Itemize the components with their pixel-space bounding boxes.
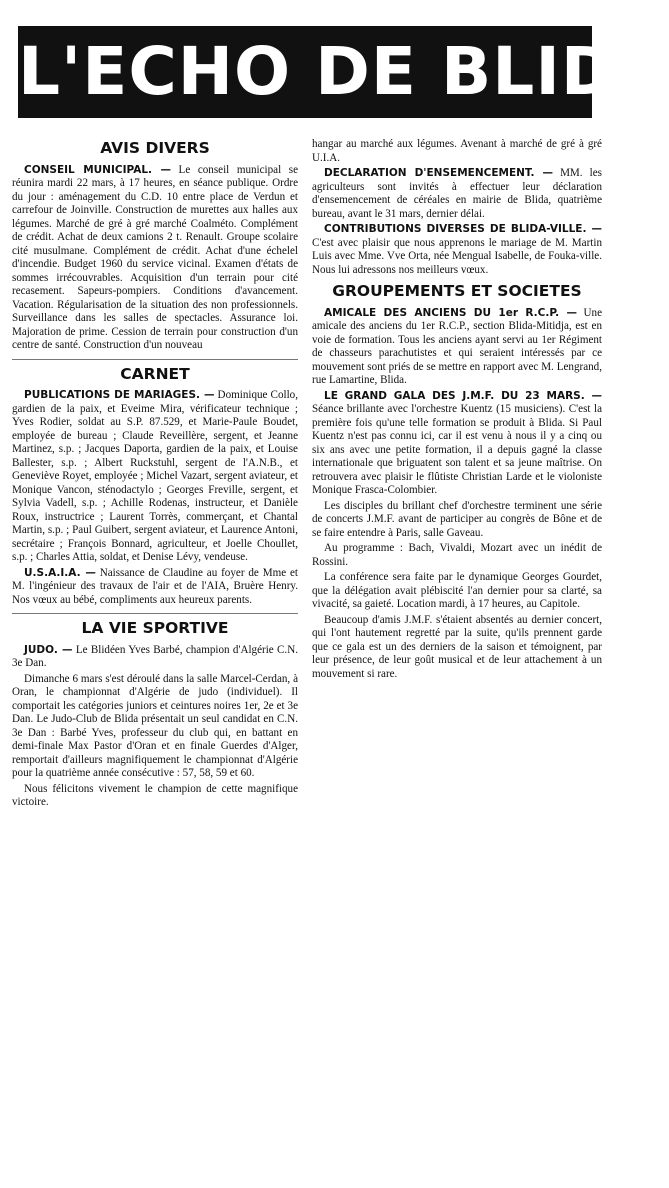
article-lead: JUDO. — <box>24 643 73 656</box>
section-title-avis: AVIS DIVERS <box>100 139 210 157</box>
article-text: C'est avec plaisir que nous apprenons le mariage de M. Martin Luis avec Mme. Vve Orta, née Mengual Isabelle, de Fouka-ville. Nous lui adressons nos meilleurs vœux. <box>312 236 602 276</box>
article-judo-end <box>12 783 298 810</box>
article-gala <box>312 390 602 498</box>
article-text: MM. les agriculteurs sont invités à effectuer leur déclaration d'ensemencement de céréales en mairie de Blida, quatrième bureau, avant le 31 mars, dernier délai. <box>312 167 602 220</box>
article-text: hangar au marché aux légumes. Avenant à marché de gré à gré U.I.A. <box>312 138 602 164</box>
section-title-sport: LA VIE SPORTIVE <box>81 619 229 637</box>
article-text: Le conseil municipal se réunira mardi 22 mars, à 17 heures, en séance publique. Ordre du jour : aménagement du C.D. 10 entre place de Verdun et carrefour de Joinville. Construction de murettes aux halles aux légumes. Marché de gré à gré marché Coalméto. Complément de crédit. Achat de deux camions 2 t. Renault. Groupe scolaire cité musulmane. Complément de crédit. Achat d'une échelel d'incendie. Budget 1960 du service vicinal. Examen d'états de sommes irrécouvrables. Acquisition d'un terrain pour cité recasement. Sapeurs-pompiers. Conditions d'avancement. Vacation. Régularisation de la situation des non professionnels. Surveillance dans les salles de spectacles. Assurance loi. Majoration de prime. Cession de terrain pour construction d'un centre de santé. Construction d'un nouveau <box>12 163 298 351</box>
section-title-carnet: CARNET <box>120 364 190 383</box>
article-text: Naissance de Claudine au foyer de Mme et M. l'ingénieur des travaux de l'air et de l'AIA, Bruère Henry. Nos vœux au bébé, compliments aux heureux parents. <box>12 566 298 606</box>
article-lead: DECLARATION D'ENSEMENCEMENT. — <box>324 167 553 179</box>
article-text: Nous félicitons vivement le champion de cette magnifique victoire. <box>12 782 298 808</box>
article-text: La conférence sera faite par le dynamique Georges Gourdet, que la délégation avait plébiscité l'an dernier pour sa clarté, sa vivacité, sa gaieté. Location mardi, à 17 heures, au Capitole. <box>312 571 602 610</box>
article-continuation <box>312 138 602 165</box>
article-amicale <box>312 307 602 388</box>
article-declaration <box>312 167 602 221</box>
article-lead: AMICALE DES ANCIENS DU 1er R.C.P. — <box>324 306 578 319</box>
divider <box>12 613 298 614</box>
article-lead: CONTRIBUTIONS DIVERSES DE BLIDA-VILLE. — <box>324 223 602 235</box>
article-mariages <box>12 389 298 565</box>
article-gala-3 <box>312 542 602 569</box>
article-judo-body <box>12 673 298 781</box>
article-gala-2 <box>312 500 602 541</box>
article-text: Séance brillante avec l'orchestre Kuentz (15 musiciens). C'est la première fois qu'une telle formation se produit à Blida. Si Paul Kuentz n'est pas connu ici, car il est venu à nous il y a cinq ou six ans avec une petite formation, il a depuis gagné la classe internationale que briguatent son talent et sa jeune maîtrise. On retrouvera avec plaisir le flûtiste Christian Larde et le violoniste Monique Frasca-Colombier. <box>312 403 602 496</box>
article-lead: U.S.A.I.A. — <box>24 566 96 579</box>
article-text: Au programme : Bach, Vivaldi, Mozart avec un inédit de Rossini. <box>312 542 602 568</box>
masthead-title: L'ECHO DE BLIDA <box>18 26 592 118</box>
article-conseil <box>12 164 298 353</box>
article-text: Une amicale des anciens du 1er R.C.P., section Blida-Mitidja, est en voie de formation. Tous les anciens ayant servi au 1er Régiment de chasseurs parachutistes et qui seraient intéressés par ce mouvement sont priés de se mettre en rapport avec M. Lengrand, rue Lamartine, Blida. <box>312 306 602 386</box>
article-gala-5 <box>312 614 602 682</box>
article-text: Dimanche 6 mars s'est déroulé dans la salle Marcel-Cerdan, à Oran, le championnat d'Algérie de judo (individuel). Il comportait les catégories juniors et ceintures noires 1er, 2e et 3e Dan. Le Judo-Club de Blida présentait un seul candidat en C.N. 3e Dan : Barbé Yves, professeur du club qui, en battant en demi-finale Max Pastor d'Oran et en finale Guerdes d'Alger, remportait d'ailleurs magnifiquement le championnat d'Algérie pour la quatrième année consécutive : 57, 58, 59 et 60. <box>12 672 298 779</box>
divider <box>12 359 298 360</box>
article-text: Les disciples du brillant chef d'orchestre terminent une série de concerts J.M.F. avant de participer au congrès de Bône et de se faire entendre à Paris, salle Gaveau. <box>312 499 602 539</box>
article-contributions <box>312 223 602 277</box>
left-column <box>12 134 298 812</box>
article-lead: LE GRAND GALA DES J.M.F. DU 23 MARS. — <box>324 389 602 402</box>
article-text: Dominique Collo, gardien de la paix, et Eveime Mira, vérificateur technique ; Yves Rodier, soldat au S.P. 87.529, et Marie-Paule Boudet, employée de bureau ; Claude Reveillère, sergent, et Jeanne Martinez, s.p. ; Jacques Daporta, gardien de la paix, et Louise Ballester, s.p. ; Albert Ruckstuhl, sergent de l'A.N.B., et Geneviève Royet, employée ; Michel Vazart, sergent aviateur, et Monique Vancon, sténodactylo ; Georges Freville, sergent, et Sylvia Vadell, s.p. ; Achille Rodenas, instructeur, et Danièle Roux, instructrice ; Laurent Torrès, commerçant, et Chantal Martin, s.p. ; Paul Guibert, sergent aviateur, et Laurence Antoni, secrétaire ; François Bonnard, agriculteur, et Joelle Choullet, s.p. ; Charles Attia, soldat, et Denise Lévy, vendeuse. <box>12 389 298 563</box>
article-text: Le Blidéen Yves Barbé, champion d'Algérie C.N. 3e Dan. <box>12 643 298 669</box>
article-judo <box>12 644 298 671</box>
section-title-groupements: GROUPEMENTS ET SOCIETES <box>332 282 582 300</box>
article-gala-4 <box>312 571 602 612</box>
article-lead: PUBLICATIONS DE MARIAGES. — <box>24 389 215 401</box>
article-lead: CONSEIL MUNICIPAL. — <box>24 163 171 176</box>
article-text: Beaucoup d'amis J.M.F. s'étaient absentés au dernier concert, qui l'ont hautement regretté par la suite, qu'ils prennent garde que ce gala est un des derniers de la saison et témoignent, par leur présence, de leur goût musical et de leur attachement à un mouvement si rare. <box>312 613 602 680</box>
right-column <box>312 138 602 683</box>
article-usaia <box>12 567 298 608</box>
